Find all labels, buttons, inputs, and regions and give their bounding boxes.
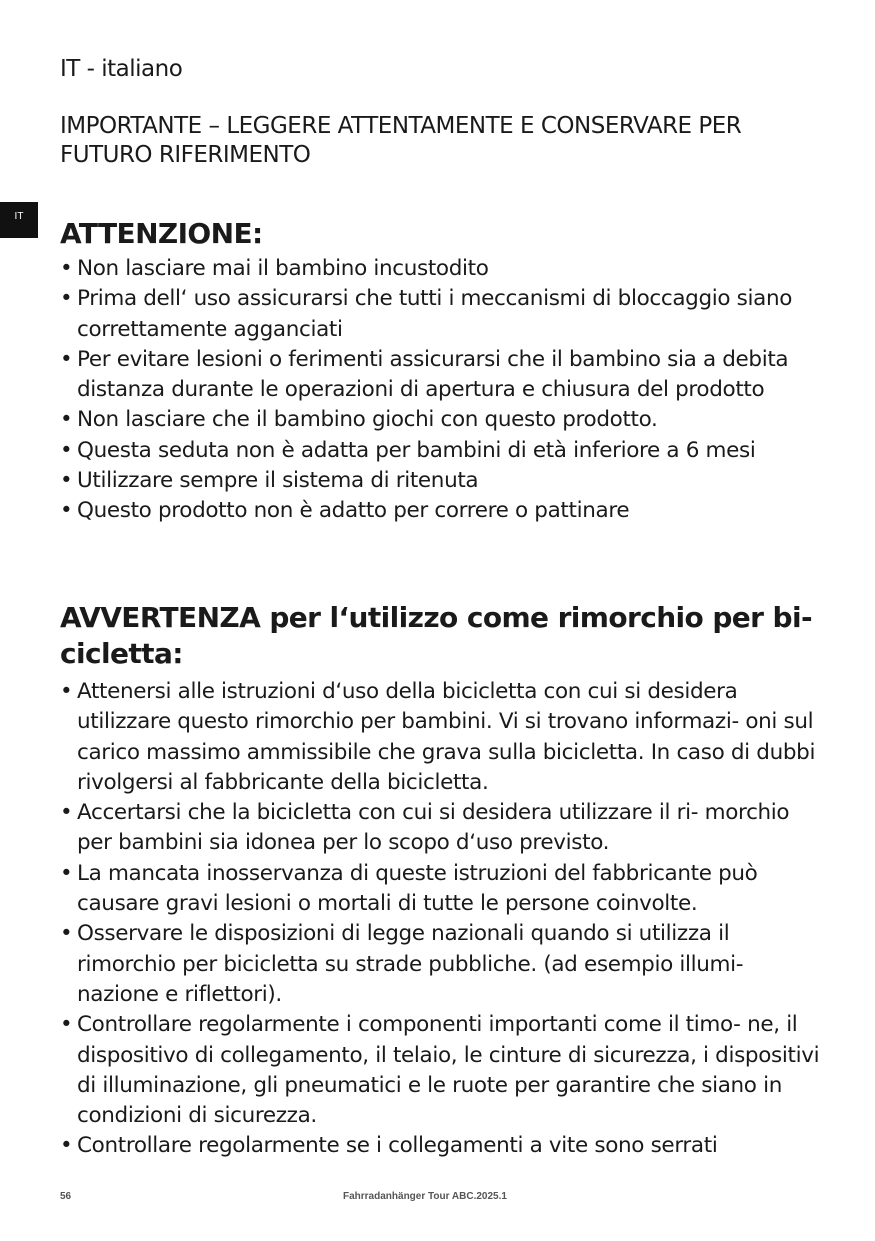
list-item: • Controllare regolarmente se i collegamenti a vite sono serrati [60, 1131, 830, 1161]
bullet-icon: • [60, 800, 73, 826]
bicycle-trailer-warning-list [60, 677, 830, 1162]
intro-notice: IMPORTANTE – LEGGERE ATTENTAMENTE E CONSERVARE PER FUTURO RIFERIMENTO [60, 113, 742, 168]
bicycle-trailer-warning-heading: AVVERTENZA per l‘utilizzo come rimorchio per bi- cicletta: [60, 601, 812, 670]
list-item: • Utilizzare sempre il sistema di ritenuta [60, 466, 830, 496]
bullet-icon: • [60, 346, 73, 372]
list-item: • Non lasciare che il bambino giochi con questo prodotto. [60, 405, 830, 435]
list-item: • La mancata inosservanza di queste istruzioni del fabbricante può causare gravi lesioni o mortali di tutte le persone coinvolte. [60, 860, 758, 917]
footer-document-title: Fahrradanhänger Tour ABC.2025.1 [343, 1191, 507, 1202]
list-item: • Questa seduta non è adatta per bambini di età inferiore a 6 mesi [60, 436, 830, 466]
list-item: • Accertarsi che la bicicletta con cui si desidera utilizzare il ri- morchio per bambini sia idonea per lo scopo d‘uso previsto. [60, 800, 790, 856]
bullet-icon: • [60, 407, 73, 433]
list-item: • Per evitare lesioni o ferimenti assicurarsi che il bambino sia a debita distanza durante le operazioni di apertura e chiusura del prodotto [60, 346, 789, 403]
language-tab-label: IT [14, 210, 24, 222]
bullet-icon: • [60, 921, 73, 947]
list-item: • Non lasciare mai il bambino incustodito [60, 254, 830, 284]
bullet-icon: • [60, 1012, 73, 1038]
bullet-icon: • [60, 498, 73, 524]
bullet-icon: • [60, 860, 73, 886]
list-item: • Questo prodotto non è adatto per correre o pattinare [60, 496, 830, 526]
bullet-icon: • [60, 286, 73, 312]
bullet-icon: • [60, 1133, 73, 1159]
list-item: • Prima dell‘ uso assicurarsi che tutti i meccanismi di bloccaggio siano correttamente agganciati [60, 286, 793, 342]
attention-heading: ATTENZIONE: [60, 217, 263, 250]
bullet-icon: • [60, 437, 73, 463]
bullet-icon: • [60, 256, 73, 281]
list-item: • Controllare regolarmente i componenti importanti come il timo- ne, il dispositivo di collegamento, il telaio, le cinture di sicurezza, i dispositivi di illuminazione, gli pneumatici e le ruote per garantire che siano in condizioni di sicurezza. [60, 1012, 820, 1129]
list-item: • Attenersi alle istruzioni d‘uso della bicicletta con cui si desidera utilizzare questo rimorchio per bambini. Vi si trovano informazi- oni sul carico massimo ammissibile che grava sulla bicicletta. In caso di dubbi rivolgersi al fabbricante della bicicletta. [60, 679, 816, 795]
page-title: IT - italiano [60, 56, 183, 82]
page-number: 56 [60, 1191, 72, 1202]
attention-list [60, 254, 830, 527]
bullet-icon: • [60, 468, 73, 494]
list-item: • Osservare le disposizioni di legge nazionali quando si utilizza il rimorchio per bicicletta su strade pubbliche. (ad esempio illumi- nazione e riflettori). [60, 921, 744, 1007]
bullet-icon: • [60, 679, 73, 704]
language-tab [0, 202, 38, 238]
